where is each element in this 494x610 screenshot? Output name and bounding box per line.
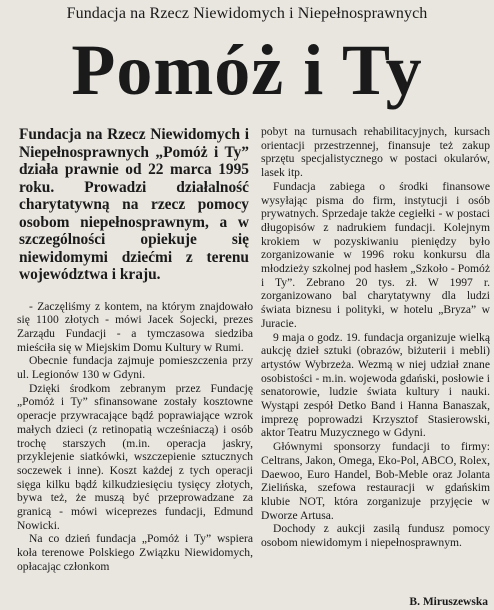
article-kicker: Fundacja na Rzecz Niewidomych i Niepełnosprawnych xyxy=(66,5,428,22)
article-paragraph: pobyt na turnusach rehabilitacyjnych, kursach orientacji przestrzennej, finansuje też zakup sprzętu specjalistycznego w postaci okularów, lasek itp. xyxy=(261,125,490,180)
article-paragraph: Dochody z aukcji zasilą fundusz pomocy osobom niewidomym i niepełnosprawnym. xyxy=(261,522,490,550)
article-paragraph: Dzięki środkom zebranym przez Fundację „Pomóż i Ty” sfinansowane zostały kosztowne operacje przywracające bądź poprawiające wzrok małych dzieci (z retinopatią wcześniaczą) i osób trochę starszych (m.in. operacja jaskry, przyklejenie siatkówki, wszczepienie sztucznych soczewek i inne). Koszt każdej z tych operacji sięga kilku bądź kilkudziesięciu tysięcy złotych, bywa też, że muszą być przeprowadzane za granicą - mówi wiceprezes fundacji, Edmund Nowicki. xyxy=(17,381,253,532)
article-paragraph: Obecnie fundacja zajmuje pomieszczenia przy ul. Legionów 130 w Gdyni. xyxy=(17,354,253,382)
article-paragraph: Na co dzień fundacja „Pomóż i Ty” wspiera koła terenowe Polskiego Związku Niewidomych, opłacając członkom xyxy=(17,532,253,573)
article-lead: Fundacja na Rzecz Niewidomych i Niepełnosprawnych „Pomóż i Ty” działa prawnie od 22 marca 1995 roku. Prowadzi działalność charytatywną na rzecz pomocy osobom niepełnosprawnym, a w szczególności opiekuje się niewidomymi dziećmi z terenu województwa i kraju. xyxy=(19,126,249,283)
article-paragraph: 9 maja o godz. 19. fundacja organizuje wielką aukcję dzieł sztuki (obrazów, biżuterii i mebli) artystów Wybrzeża. Wezmą w niej udział znane osobistości - m.in. wojewoda gdański, posłowie i senatorowie, ludzie świata kultury i nauki. Wystąpi zespół Detko Band i Hanna Banaszak, imprezę poprowadzi Krzysztof Stasierowski, aktor Teatru Muzycznego w Gdyni. xyxy=(261,330,490,440)
article-headline: Pomóż i Ty xyxy=(71,30,423,110)
article-paragraph: Fundacja zabiega o środki finansowe wysyłając pisma do firm, instytucji i osób prywatnych. Sprzedaje także cegiełki - w postaci długopisów z nadrukiem fundacji. Kolejnym krokiem w pozyskiwaniu pieniędzy było zorganizowanie w 1996 roku konkursu dla młodzieży szkolnej pod hasłem „Szkoło - Pomóż i Ty”. Zebrano 20 tys. zł. W 1997 r. zorganizowano bal charytatywny dla ludzi świata biznesu i polityki, w hotelu „Bryza” w Juracie. xyxy=(261,179,490,330)
article-column-right xyxy=(261,125,490,608)
article-column-left xyxy=(7,122,253,608)
article-paragraph: - Zaczęliśmy z kontem, na którym znajdowało się 1100 złotych - mówi Jacek Sojecki, prezes Zarządu Fundacji - a tymczasowa siedziba mieściła się w Miejskim Domu Kultury w Rumi. xyxy=(17,299,253,354)
author-signature: B. Miruszewska xyxy=(409,596,488,608)
article-paragraph: Głównymi sponsorzy fundacji to firmy: Celtrans, Jakon, Omega, Eko-Pol, ABCO, Rolex, Daewoo, Euro Handel, Bob-Meble oraz Jolanta Zielińska, szefowa restauracji w gdańskim klubie NOT, która zorganizuje przyjęcie w Dworze Artusa. xyxy=(261,440,490,522)
